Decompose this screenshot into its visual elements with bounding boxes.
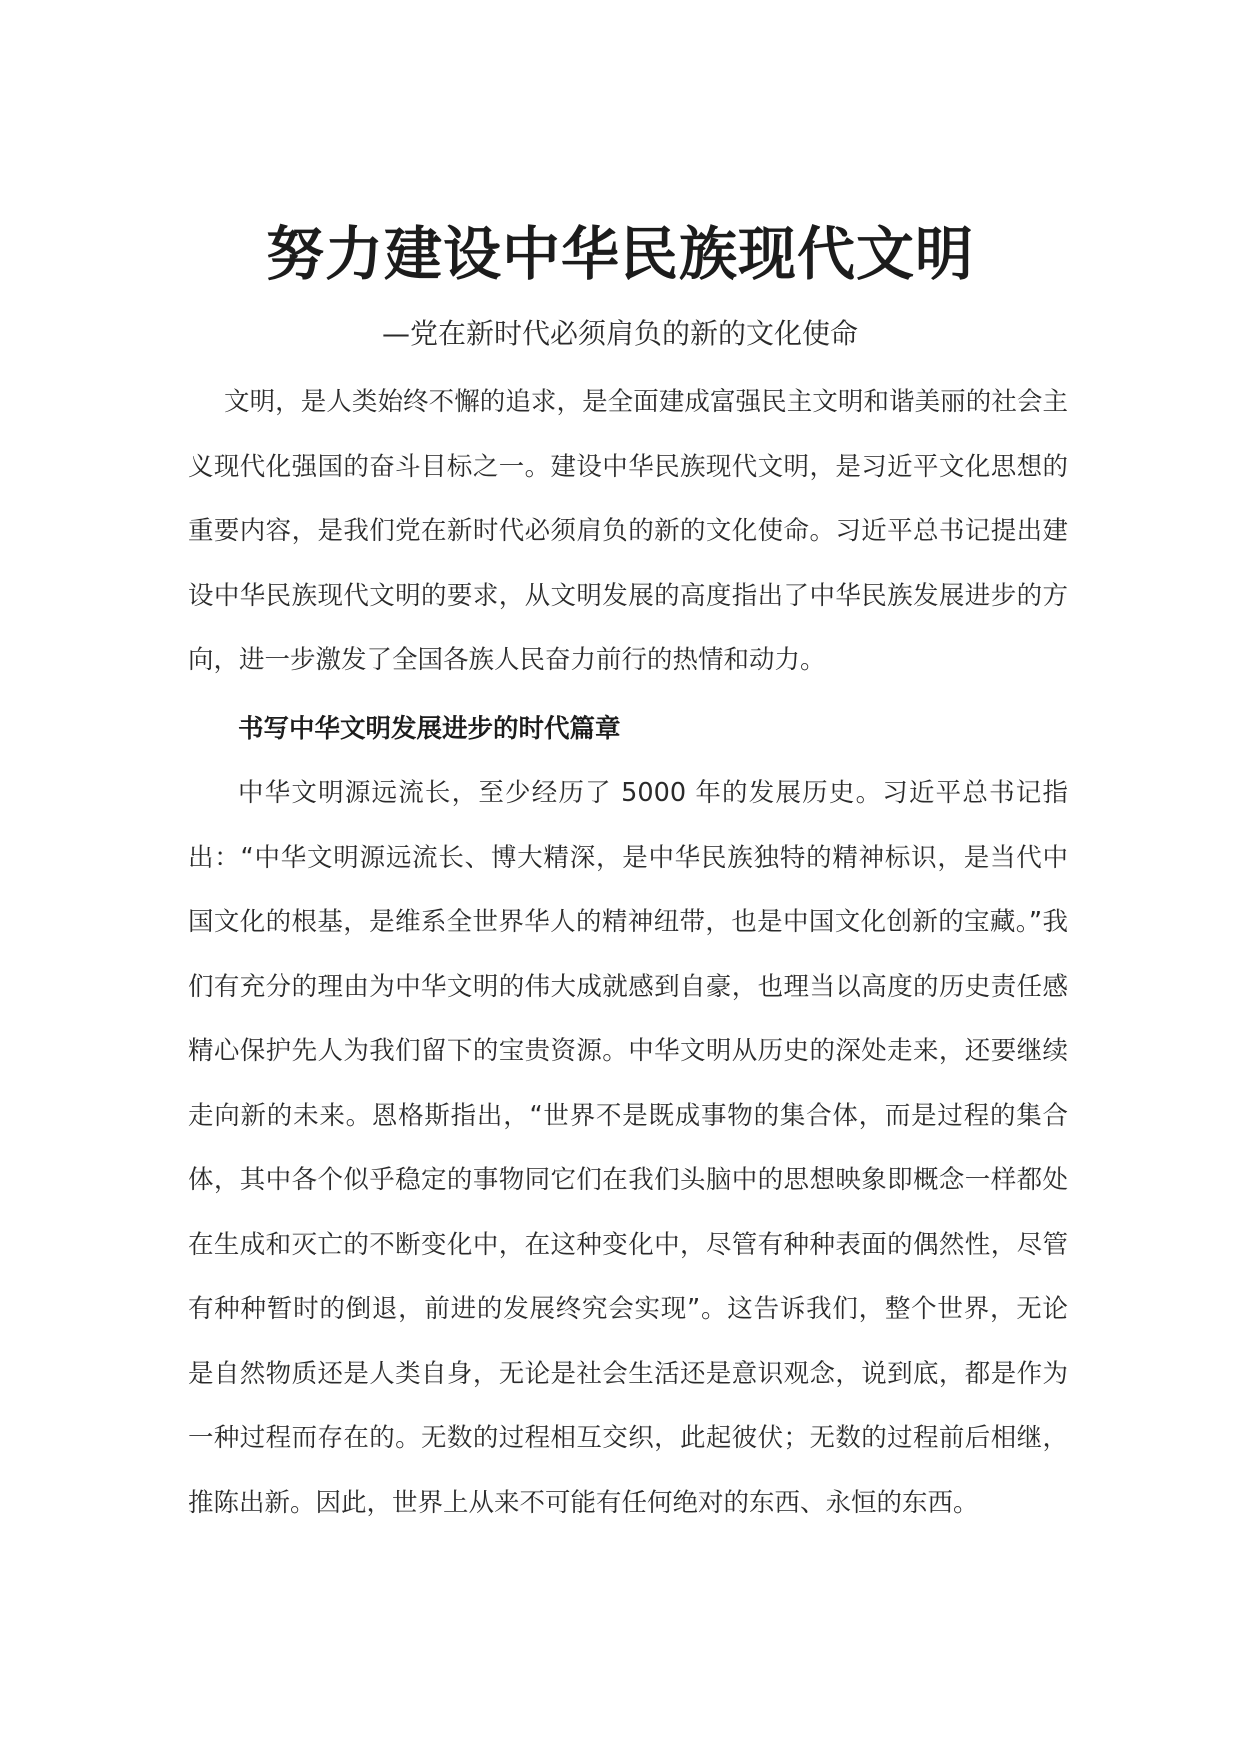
- section-heading: 书写中华文明发展进步的时代篇章: [238, 714, 621, 744]
- document-title: 努力建设中华民族现代文明: [265, 219, 974, 288]
- document-subtitle: —党在新时代必须肩负的新的文化使命: [381, 317, 858, 350]
- intro-paragraph: 文明，是人类始终不懈的追求，是全面建成富强民主文明和谐美丽的社会主义现代化强国的奋斗目标之一。建设中华民族现代文明，是习近平文化思想的重要内容，是我们党在新时代必须肩负的新的文化使命。习近平总书记提出建设中华民族现代文明的要求，从文明发展的高度指出了中华民族发展进步的方向，进一步激发了全国各族人民奋力前行的热情和动力。: [188, 387, 1068, 675]
- section-paragraph: 中华文明源远流长，至少经历了 5000 年的发展历史。习近平总书记指出：“中华文明源远流长、博大精深，是中华民族独特的精神标识，是当代中国文化的根基，是维系全世界华人的精神纽带，也是中国文化创新的宝藏。”我们有充分的理由为中华文明的伟大成就感到自豪，也理当以高度的历史责任感精心保护先人为我们留下的宝贵资源。中华文明从历史的深处走来，还要继续走向新的未来。恩格斯指出，“世界不是既成事物的集合体，而是过程的集合体，其中各个似乎稳定的事物同它们在我们头脑中的思想映象即概念一样都处在生成和灭亡的不断变化中，在这种变化中，尽管有种种表面的偶然性，尽管有种种暂时的倒退，前进的发展终究会实现”。这告诉我们，整个世界，无论是自然物质还是人类自身，无论是社会生活还是意识观念，说到底，都是作为一种过程而存在的。无数的过程相互交织，此起彼伏；无数的过程前后相继，推陈出新。因此，世界上从来不可能有任何绝对的东西、永恒的东西。: [188, 778, 1068, 1518]
